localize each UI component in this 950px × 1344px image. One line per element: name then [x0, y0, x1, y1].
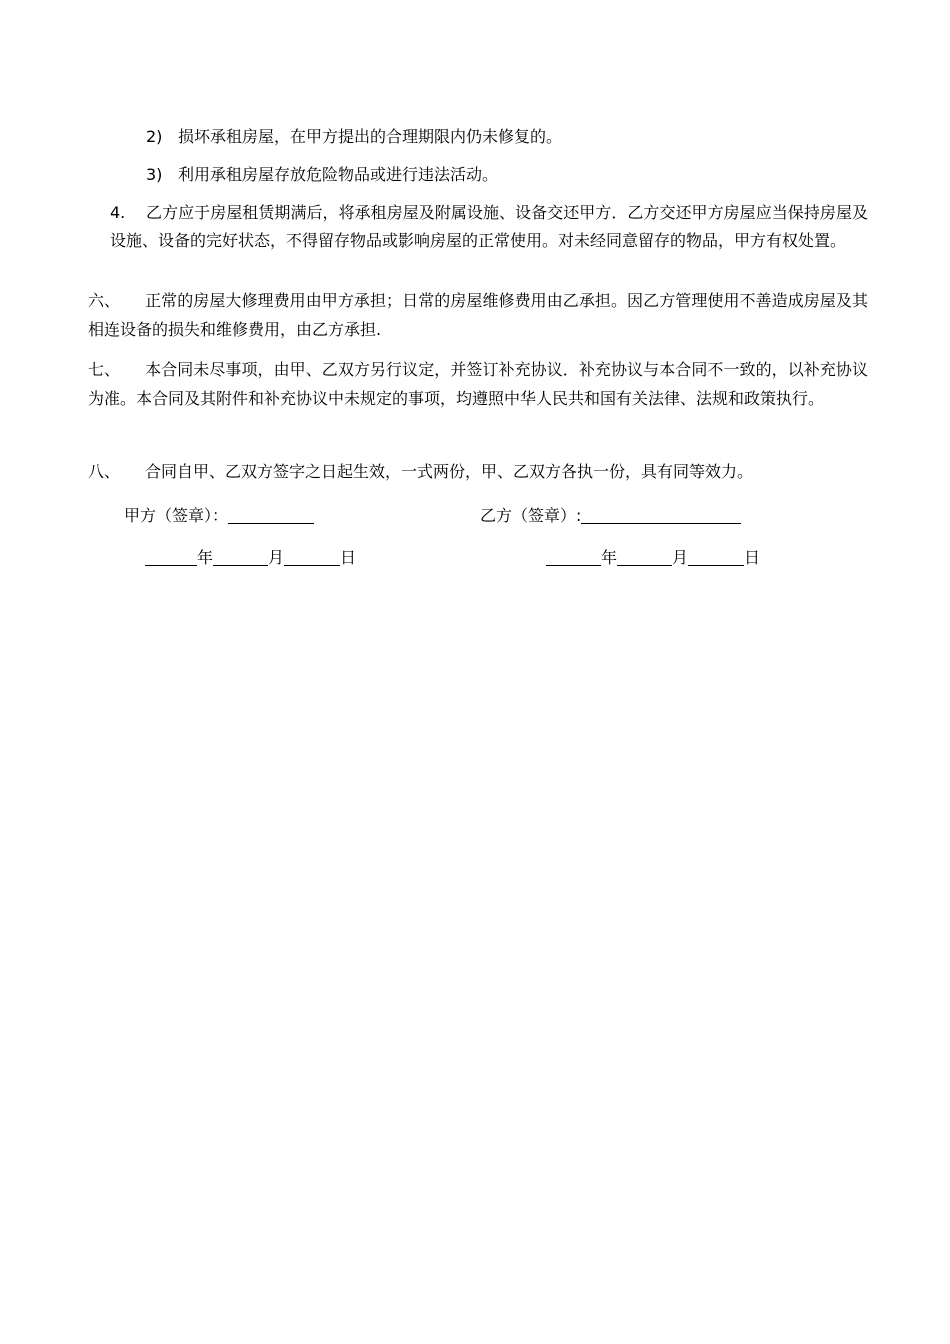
list-item-text: 乙方应于房屋租赁期满后，将承租房屋及附属设施、设备交还甲方．乙方交还甲方房屋应当保持房屋及设施、设备的完好状态，不得留存物品或影响房屋的正常使用。对未经同意留存的物品，甲方有权处置。: [110, 203, 868, 250]
list-item-number: 2): [146, 127, 163, 146]
month-label: 月: [268, 548, 285, 567]
section-number: 七、: [88, 360, 121, 379]
list-item-3: [146, 165, 498, 185]
party-b-signature: [480, 506, 741, 526]
party-b-label: 乙方（签章）:: [480, 506, 582, 525]
section-text: 合同自甲、乙双方签字之日起生效，一式两份，甲、乙双方各执一份，具有同等效力。: [145, 462, 754, 481]
party-b-signature-blank: [581, 507, 741, 524]
list-item-2: [146, 127, 562, 147]
section-8: [88, 457, 868, 486]
list-item-text: 利用承租房屋存放危险物品或进行违法活动。: [178, 165, 499, 184]
day-label: 日: [340, 548, 357, 567]
month-blank: [213, 549, 268, 566]
list-item-4: [110, 199, 868, 255]
month-blank: [617, 549, 672, 566]
day-blank: [284, 549, 340, 566]
day-label: 日: [744, 548, 761, 567]
party-a-signature-blank: [228, 507, 314, 524]
party-a-signature: [124, 506, 314, 526]
section-text: 正常的房屋大修理费用由甲方承担；日常的房屋维修费用由乙承担。因乙方管理使用不善造成房屋及其相连设备的损失和维修费用，由乙方承担.: [88, 291, 868, 339]
party-a-label: 甲方（签章）：: [124, 506, 229, 525]
section-6: [88, 286, 868, 344]
party-b-date: [546, 548, 760, 568]
list-item-text: 损坏承租房屋，在甲方提出的合理期限内仍未修复的。: [178, 127, 563, 146]
party-a-date: [145, 548, 356, 568]
section-number: 八、: [88, 462, 121, 481]
list-item-number: 4.: [110, 203, 126, 222]
year-blank: [546, 549, 601, 566]
section-text: 本合同未尽事项，由甲、乙双方另行议定，并签订补充协议．补充协议与本合同不一致的，以补充协议为准。本合同及其附件和补充协议中未规定的事项，均遵照中华人民共和国有关法律、法规和政策执行。: [88, 360, 868, 408]
section-7: [88, 355, 868, 413]
year-blank: [145, 549, 197, 566]
section-number: 六、: [88, 291, 121, 310]
day-blank: [688, 549, 744, 566]
month-label: 月: [672, 548, 689, 567]
year-label: 年: [601, 548, 618, 567]
year-label: 年: [197, 548, 214, 567]
list-item-number: 3): [146, 165, 163, 184]
